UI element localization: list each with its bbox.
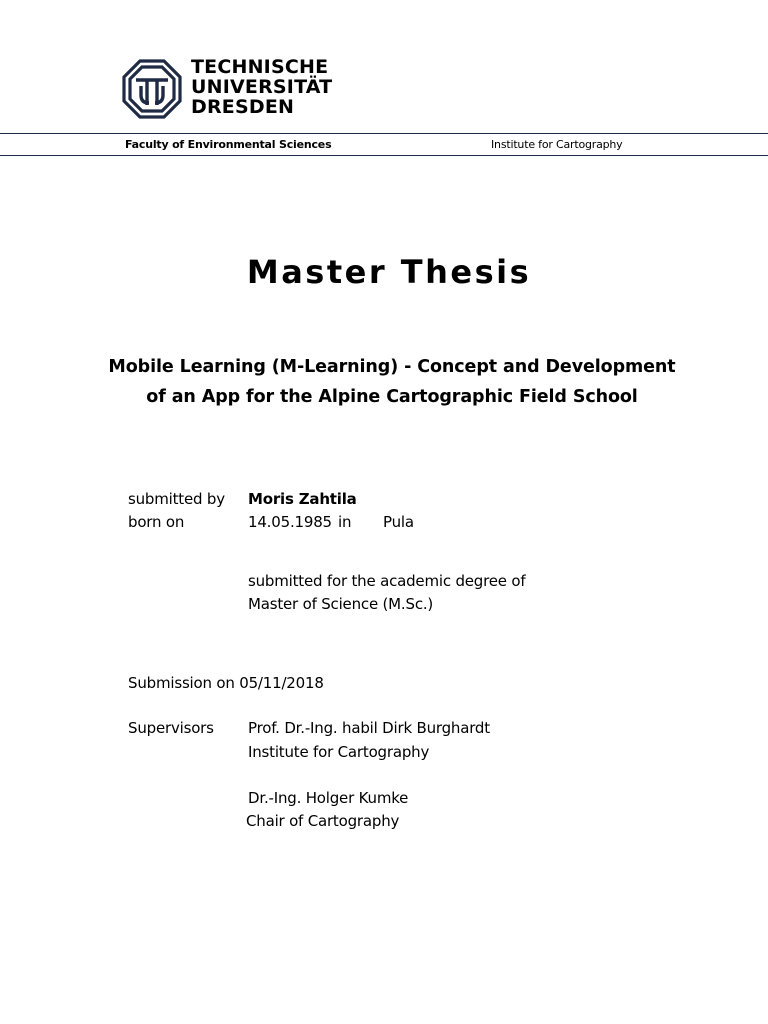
university-name [191, 57, 332, 117]
supervisors-label: Supervisors [128, 719, 214, 737]
submission-date: Submission on 05/11/2018 [128, 674, 324, 692]
university-name-line: TECHNISCHE [191, 56, 329, 78]
birth-place: Pula [383, 513, 414, 531]
birth-date: 14.05.1985 [248, 513, 332, 531]
header-rule-top [0, 133, 768, 134]
institute-name: Institute for Cartography [491, 138, 623, 151]
thesis-title-line: of an App for the Alpine Cartographic Field School [146, 387, 638, 407]
degree-statement: submitted for the academic degree of [248, 572, 526, 590]
submitted-by-label: submitted by [128, 490, 225, 508]
author-name: Moris Zahtila [248, 490, 357, 508]
thesis-title [60, 352, 724, 412]
thesis-title-line: Mobile Learning (M-Learning) - Concept and Development [108, 357, 676, 377]
university-name-line: DRESDEN [191, 96, 295, 118]
degree-name: Master of Science (M.Sc.) [248, 595, 434, 613]
university-logo [122, 57, 342, 119]
document-type-heading: Master Thesis [246, 253, 532, 291]
supervisor-name: Dr.-Ing. Holger Kumke [248, 789, 409, 807]
supervisor-affiliation: Institute for Cartography [248, 743, 430, 761]
supervisor-affiliation: Chair of Cartography [246, 812, 400, 830]
header-rule-bottom [0, 155, 768, 156]
university-name-line: UNIVERSITÄT [191, 76, 333, 98]
birth-in-label: in [338, 513, 352, 531]
supervisor-name: Prof. Dr.-Ing. habil Dirk Burghardt [248, 719, 490, 737]
tu-dresden-logo-icon [122, 59, 182, 119]
born-on-label: born on [128, 513, 185, 531]
faculty-name: Faculty of Environmental Sciences [125, 138, 332, 151]
